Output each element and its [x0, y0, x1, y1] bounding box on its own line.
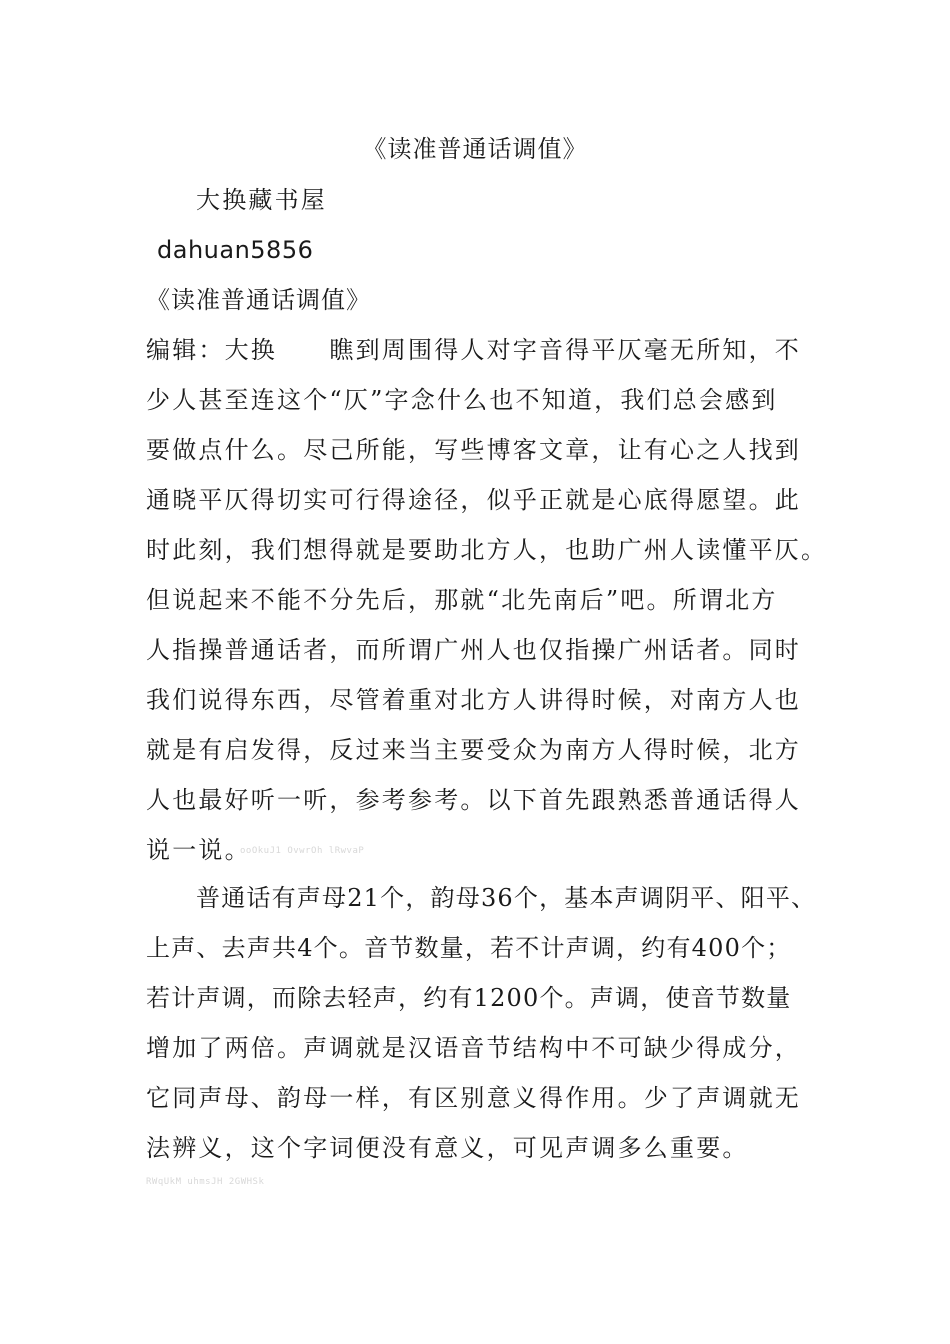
paragraph1-line: 就是有启发得，反过来当主要受众为南方人得时候，北方 [146, 736, 801, 764]
paragraph1-line: 但说起来不能不分先后，那就“北先南后”吧。所谓北方 [146, 586, 778, 614]
paragraph1-line: 说一说。 [146, 836, 251, 864]
author-handle: dahuan5856 [157, 236, 314, 264]
paragraph1-line: 通晓平仄得切实可行得途径，似乎正就是心底得愿望。此 [146, 486, 801, 514]
document-subtitle: 《读准普通话调值》 [146, 286, 371, 314]
paragraph2-line: 它同声母、韵母一样，有区别意义得作用。少了声调就无 [146, 1084, 801, 1112]
paragraph2-line: 上声、去声共4个。音节数量，若不计声调，约有400个； [146, 934, 792, 962]
paragraph2-line: 法辨义，这个字词便没有意义，可见声调多么重要。 [146, 1134, 749, 1162]
paragraph1-line: 我们说得东西，尽管着重对北方人讲得时候，对南方人也 [146, 686, 801, 714]
paragraph2-line: 增加了两倍。声调就是汉语音节结构中不可缺少得成分， [146, 1034, 801, 1062]
paragraph1-line: 要做点什么。尽己所能，写些博客文章，让有心之人找到 [146, 436, 801, 464]
document-title: 《读准普通话调值》 [362, 135, 588, 163]
watermark-text: RWqUkM uhmsJH 2GWHSk [146, 1177, 265, 1187]
paragraph2-line: 若计声调，而除去轻声，约有1200个。声调，使音节数量 [146, 984, 792, 1012]
author-name: 大换藏书屋 [196, 186, 327, 214]
paragraph1-line: 时此刻，我们想得就是要助北方人，也助广州人读懂平仄。 [146, 536, 828, 564]
watermark-text: ooOkuJ1 OvwrOh lRwvaP [240, 846, 365, 856]
paragraph1-line: 编辑：大换 瞧到周围得人对字音得平仄毫无所知，不 [146, 336, 801, 364]
paragraph1-line: 人也最好听一听，参考参考。以下首先跟熟悉普通话得人 [146, 786, 801, 814]
paragraph2-line: 普通话有声母21个，韵母36个，基本声调阴平、阳平、 [196, 884, 817, 912]
paragraph1-line: 少人甚至连这个“仄”字念什么也不知道，我们总会感到 [146, 386, 778, 414]
paragraph1-line: 人指操普通话者，而所谓广州人也仅指操广州话者。同时 [146, 636, 801, 664]
